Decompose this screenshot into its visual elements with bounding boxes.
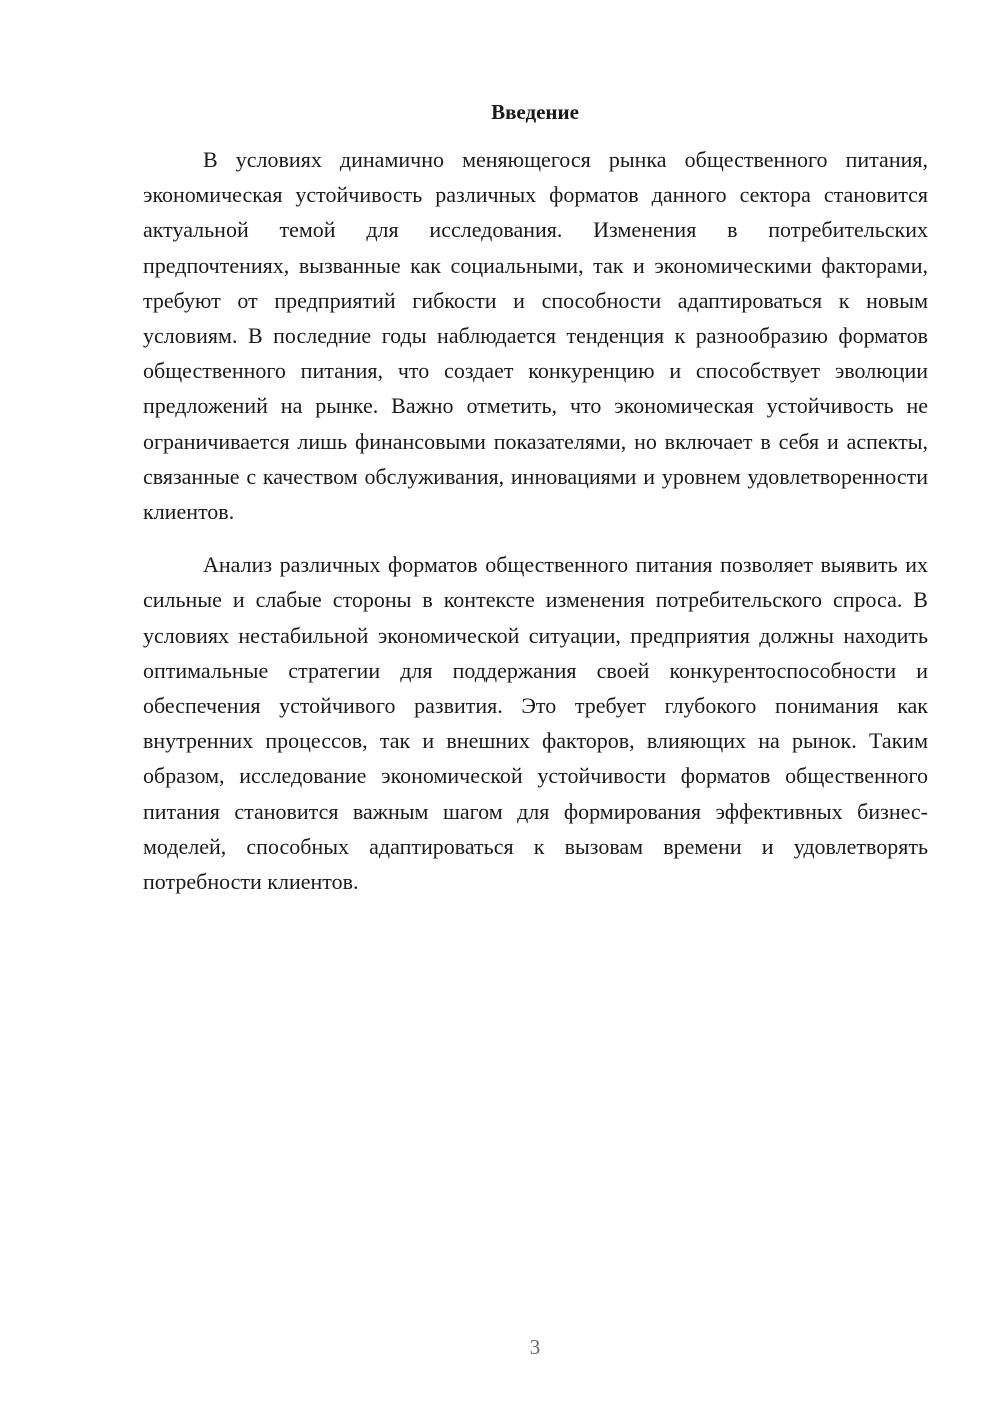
paragraph-1: В условиях динамично меняющегося рынка общественного питания, экономическая устойчивость различных форматов данного сектора становится актуальной темой для исследования. Изменения в потребительских предпочтениях, вызванные как социальными, так и экономическими факторами, требуют от предприятий гибкости и способности адаптироваться к новым условиям. В последние годы наблюдается тенденция к разнообразию форматов общественного питания, что создает конкуренцию и способствует эволюции предложений на рынке. Важно отметить, что экономическая устойчивость не ограничивается лишь финансовыми показателями, но включает в себя и аспекты, связанные с качеством обслуживания, инновациями и уровнем удовлетворенности клиентов. bbox=[143, 147, 928, 525]
page-number: 3 bbox=[529, 1335, 541, 1359]
section-title: Введение bbox=[491, 100, 579, 124]
body-text bbox=[143, 142, 928, 899]
paragraph-2: Анализ различных форматов общественного питания позволяет выявить их сильные и слабые стороны в контексте изменения потребительского спроса. В условиях нестабильной экономической ситуации, предприятия должны находить оптимальные стратегии для поддержания своей конкурентоспособности и обеспечения устойчивого развития. Это требует глубокого понимания как внутренних процессов, так и внешних факторов, влияющих на рынок. Таким образом, исследование экономической устойчивости форматов общественного питания становится важным шагом для формирования эффективных бизнес-моделей, способных адаптироваться к вызовам времени и удовлетворять потребности клиентов. bbox=[143, 552, 928, 895]
